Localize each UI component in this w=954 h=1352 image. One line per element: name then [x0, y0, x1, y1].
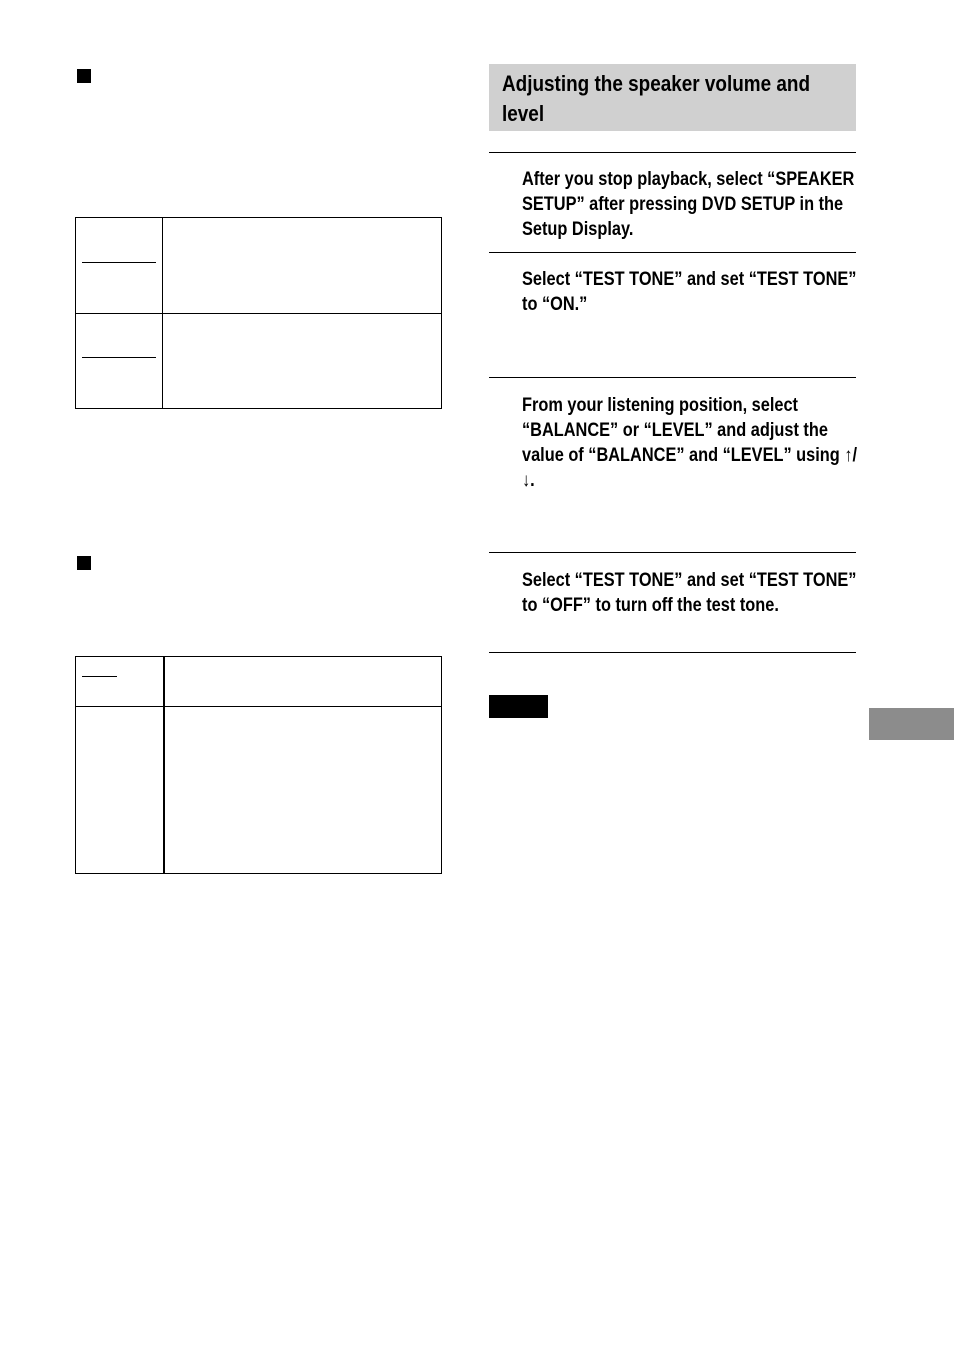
- step-divider: [489, 552, 856, 553]
- square-bullet-icon: [77, 69, 91, 83]
- step-divider: [489, 152, 856, 153]
- step-3-text: From your listening position, select “BALANCE” or “LEVEL” and adjust the value of “BALANCE” and “LEVEL” using ↑/↓.: [522, 395, 857, 491]
- table-cell-underline: [82, 676, 117, 677]
- settings-table-2: [75, 656, 442, 874]
- table-cell-underline: [82, 262, 156, 263]
- square-bullet-icon: [77, 556, 91, 570]
- section-header: [489, 64, 856, 131]
- step-1-text: After you stop playback, select “SPEAKER SETUP” after pressing DVD SETUP in the Setup Display.: [522, 169, 855, 240]
- step-4-text: Select “TEST TONE” and set “TEST TONE” to “OFF” to turn off the test tone.: [522, 570, 857, 616]
- section-title: Adjusting the speaker volume and level: [502, 71, 811, 126]
- table-column-divider: [163, 657, 165, 873]
- table-cell-underline: [82, 357, 156, 358]
- step-2-text: Select “TEST TONE” and set “TEST TONE” to “ON.”: [522, 269, 857, 315]
- notes-badge: [489, 695, 548, 718]
- step-divider: [489, 252, 856, 253]
- chapter-side-tab: [869, 708, 954, 740]
- step-divider: [489, 652, 856, 653]
- table-row-divider: [76, 313, 441, 314]
- table-row-divider: [76, 706, 441, 707]
- step-divider: [489, 377, 856, 378]
- settings-table-1: [75, 217, 442, 409]
